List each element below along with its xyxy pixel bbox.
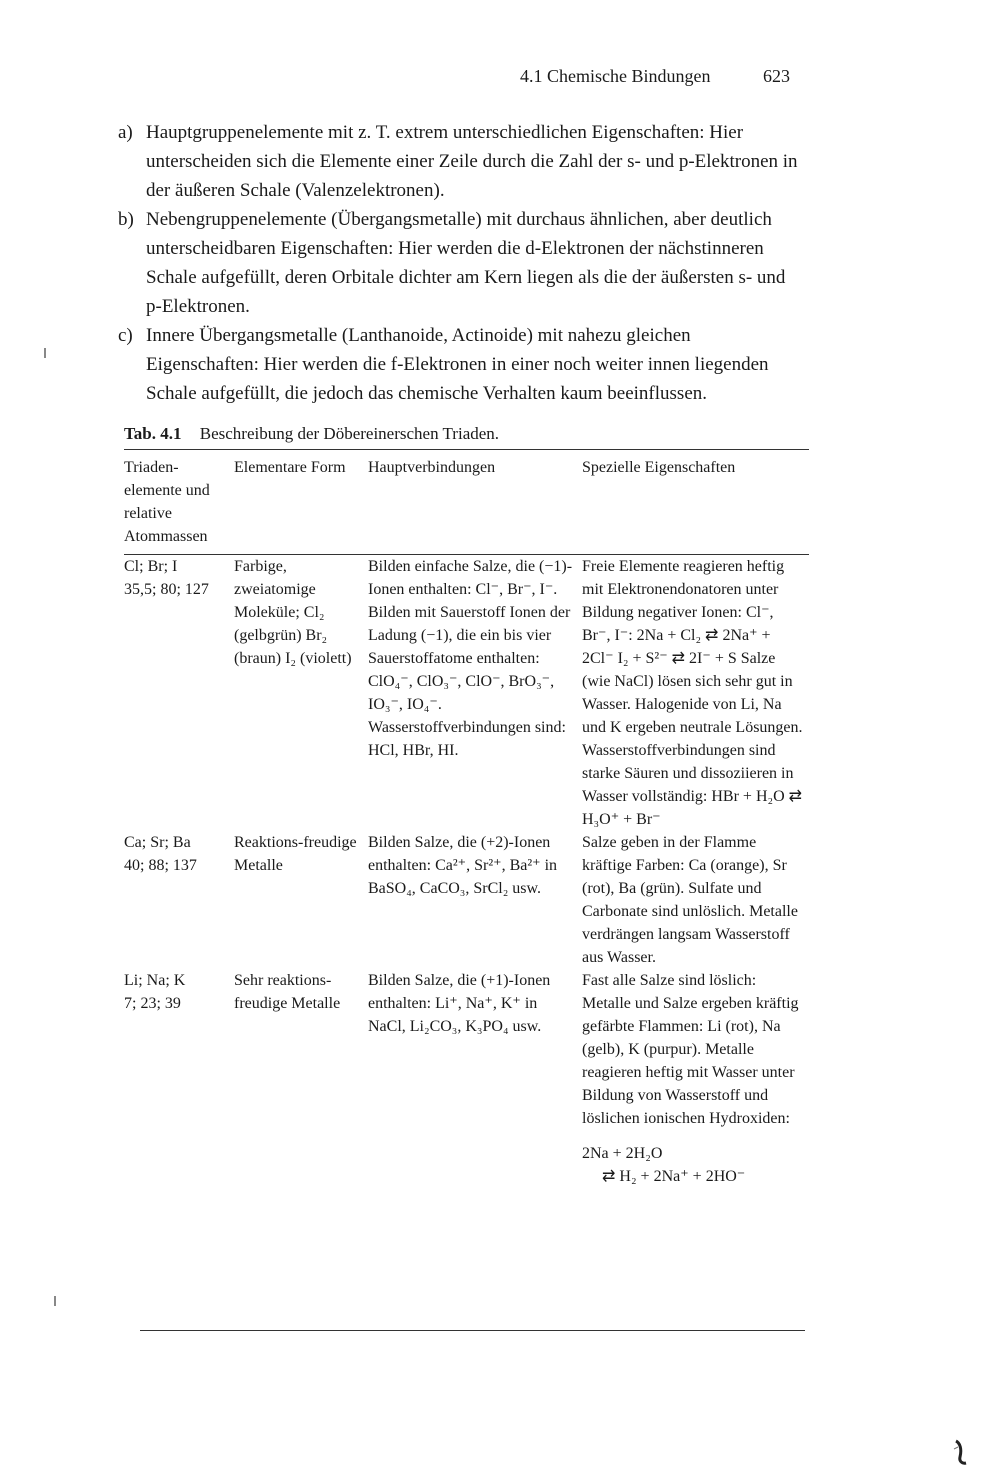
equation-line: ⇄ H₂ + 2Na⁺ + 2HO⁻	[602, 1168, 746, 1185]
table-cell: Reaktions-freudige Metalle	[234, 834, 357, 874]
table-cell: Farbige, zweiatomige Moleküle; Cl₂ (gelbgrün) Br₂ (braun) I₂ (violett)	[234, 558, 352, 667]
table-cell: Sehr reaktions-freudige Metalle	[234, 972, 341, 1012]
list-text: Nebengruppenelemente (Übergangsmetalle) mit durchaus ähnlichen, aber deutlich unterscheidbaren Eigenschaften: Hier werden die d-Elektronen der nächstinneren Schale aufgefüllt, deren Orbitale dichter am Kern liegen als die der äußersten s- und p-Elektronen.	[146, 209, 786, 317]
table-row	[124, 831, 809, 969]
column-header: Hauptverbindungen	[368, 459, 496, 476]
table-header-row	[124, 452, 809, 555]
section-title: 4.1 Chemische Bindungen	[520, 66, 711, 86]
table-cell: Freie Elemente reagieren heftig mit Elektronendonatoren unter Bildung negativer Ionen: Cl⁻, Br⁻, I⁻: 2Na + Cl₂ ⇄ 2Na⁺ + 2Cl⁻ I₂ + S²⁻ ⇄ 2I⁻ + S Salze (wie NaCl) lösen sich sehr gut in Wasser. Halogenide von Li, Na und K ergeben neutrale Lösungen. Wasserstoffverbindungen sind starke Säuren und dissoziieren in Wasser vollständig: HBr + H₂O ⇄ H₃O⁺ + Br⁻	[582, 558, 803, 828]
table-caption-label: Tab. 4.1	[124, 424, 182, 443]
list-item	[118, 205, 798, 321]
list-item	[118, 118, 798, 205]
triad-elements: Li; Na; K	[124, 972, 186, 989]
list-marker: b)	[118, 209, 134, 230]
triad-masses: 7; 23; 39	[124, 995, 181, 1012]
scan-artifact-mark	[44, 348, 46, 358]
table-caption	[124, 424, 499, 444]
column-header: Triaden-elemente und relative Atommassen	[124, 459, 210, 545]
table-cell: Salze geben in der Flamme kräftige Farben: Ca (orange), Sr (rot), Ba (grün). Sulfate und Carbonate sind unlöslich. Metalle verdrängen langsam Wasserstoff aus Wasser.	[582, 834, 798, 966]
properties-text: Fast alle Salze sind löslich: Metalle und Salze ergeben kräftig gefärbte Flammen: Li (rot), Na (gelb), K (purpur). Metalle reagieren heftig mit Wasser unter Bildung von Wasserstoff und löslichen ionischen Hydroxiden:	[582, 972, 799, 1127]
triad-masses: 35,5; 80; 127	[124, 581, 209, 598]
table-bottom-rule	[140, 1330, 805, 1331]
triads-table	[124, 452, 809, 1188]
triad-elements: Ca; Sr; Ba	[124, 834, 191, 851]
list-marker: c)	[118, 325, 133, 346]
table-caption-text: Beschreibung der Döbereinerschen Triaden.	[199, 424, 500, 443]
table-cell	[124, 555, 234, 832]
list-text: Innere Übergangsmetalle (Lanthanoide, Actinoide) mit nahezu gleichen Eigenschaften: Hier werden die f-Elektronen in einer noch weiter innen liegenden Schale aufgefüllt, die jedoch das chemische Verhalten kaum beeinflussen.	[146, 325, 769, 404]
table-cell: Bilden einfache Salze, die (−1)-Ionen enthalten: Cl⁻, Br⁻, I⁻. Bilden mit Sauerstoff Ionen der Ladung (−1), die ein bis vier Sauerstoffatome enthalten: ClO₄⁻, ClO₃⁻, ClO⁻, BrO₃⁻, IO₃⁻, IO₄⁻. Wasserstoffverbindungen sind: HCl, HBr, HI.	[368, 558, 573, 759]
page-corner-scan-icon	[952, 1439, 972, 1465]
table-top-rule	[124, 449, 809, 450]
table-cell	[124, 831, 234, 969]
list-marker: a)	[118, 122, 133, 143]
classification-list	[118, 118, 798, 408]
running-head	[520, 66, 790, 87]
triad-elements: Cl; Br; I	[124, 558, 178, 575]
table-cell	[124, 969, 234, 1188]
table-row	[124, 969, 809, 1188]
table-row	[124, 555, 809, 832]
column-header: Spezielle Eigenschaften	[582, 459, 736, 476]
column-header: Elementare Form	[234, 459, 346, 476]
equation	[582, 1142, 803, 1188]
list-text: Hauptgruppenelemente mit z. T. extrem unterschiedlichen Eigenschaften: Hier unterscheiden sich die Elemente einer Zeile durch die Zahl der s- und p-Elektronen in der äußeren Schale (Valenzelektronen).	[146, 122, 798, 201]
table-cell: Bilden Salze, die (+1)-Ionen enthalten: Li⁺, Na⁺, K⁺ in NaCl, Li₂CO₃, K₃PO₄ usw.	[368, 972, 551, 1035]
scan-artifact-mark	[54, 1296, 56, 1306]
table-cell: Bilden Salze, die (+2)-Ionen enthalten: Ca²⁺, Sr²⁺, Ba²⁺ in BaSO₄, CaCO₃, SrCl₂ usw.	[368, 834, 558, 897]
equation-line: 2Na + 2H₂O	[582, 1145, 663, 1162]
list-item	[118, 321, 798, 408]
triad-masses: 40; 88; 137	[124, 857, 197, 874]
table-cell	[582, 969, 809, 1188]
page-number: 623	[763, 66, 790, 86]
